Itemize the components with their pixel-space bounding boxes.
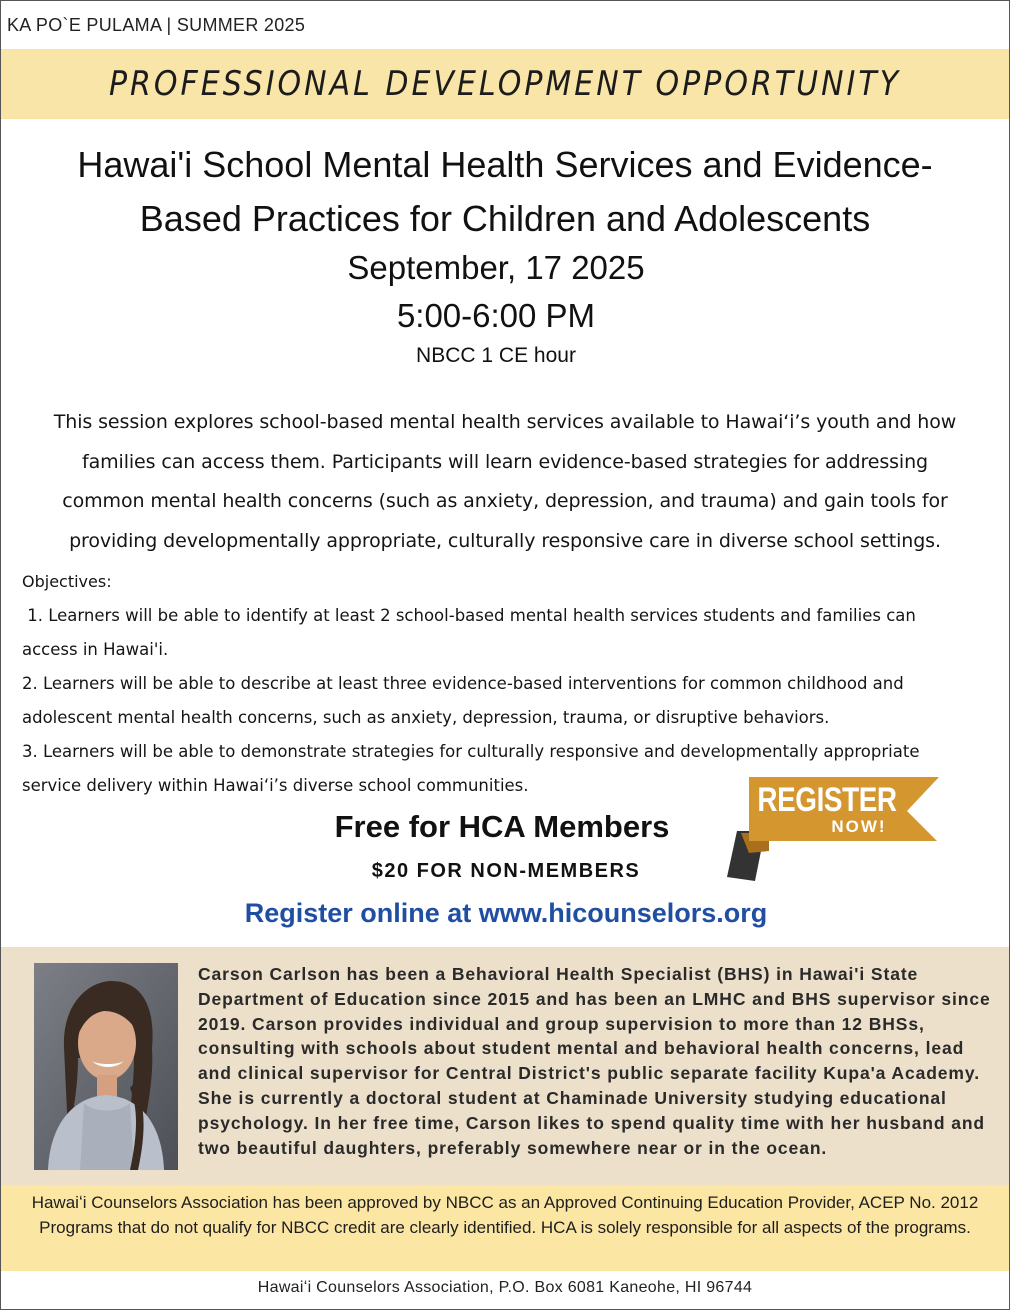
footer-address: Hawaiʻi Counselors Association, P.O. Box 6081 Kaneohe, HI 96744 <box>1 1271 1009 1309</box>
description-line: common mental health concerns (such as anxiety, depression, and trauma) and gain tools for <box>62 490 948 512</box>
objective-line: 3. Learners will be able to demonstrate strategies for culturally responsive and developmentally appropriate <box>22 742 920 761</box>
session-description <box>25 403 985 561</box>
register-label: REGISTER <box>757 781 897 819</box>
register-button-label[interactable] <box>741 781 913 835</box>
register-online-link[interactable]: Register online at www.hicounselors.org <box>244 898 768 928</box>
objective-line: adolescent mental health concerns, such as anxiety, depression, trauma, or disruptive behaviors. <box>22 708 830 727</box>
register-now-label: NOW! <box>831 817 887 836</box>
objective-line: 2. Learners will be able to describe at least three evidence-based interventions for common childhood and <box>22 674 904 693</box>
event-title-line-2: Based Practices for Children and Adolescents <box>139 198 871 239</box>
banner <box>1 49 1009 119</box>
non-member-price: $20 FOR NON-MEMBERS <box>371 860 641 882</box>
ce-credit: NBCC 1 CE hour <box>416 344 576 367</box>
nbcc-approval-notice: Hawaiʻi Counselors Association has been approved by NBCC as an Approved Continuing Education Provider, ACEP No. 2012 Programs that do not qualify for NBCC credit are clearly identified. HCA is solely responsible for all aspects of the programs. <box>1 1185 1009 1271</box>
objective-line: access in Hawai'i. <box>22 640 169 659</box>
event-title-line-1: Hawai'i School Mental Health Services and Evidence- <box>77 144 933 185</box>
event-title <box>1 138 1009 246</box>
description-line: This session explores school-based mental health services available to Hawaiʻi’s youth and how <box>53 411 957 433</box>
newsletter-header: KA PO`E PULAMA | SUMMER 2025 <box>7 14 306 35</box>
objectives-title: Objectives: <box>22 572 112 591</box>
presenter-bio: Carson Carlson has been a Behavioral Health Specialist (BHS) in Hawai'i State Department of Education since 2015 and has been an LMHC and BHS supervisor since 2019. Carson provides individual and group supervision to more than 12 BHSs, consulting with schools about student mental and behavioral health concerns, lead and clinical supervisor for Central District's public separate facility Kupa'a Academy. She is currently a doctoral student at Chaminade University studying educational psychology. In her free time, Carson likes to spend quality time with her husband and two beautiful daughters, preferably somewhere near or in the ocean. <box>198 964 991 1158</box>
description-line: providing developmentally appropriate, culturally responsive care in diverse school settings. <box>69 529 941 552</box>
member-price: Free for HCA Members <box>334 809 670 844</box>
description-line: families can access them. Participants will learn evidence-based strategies for addressing <box>81 450 929 473</box>
event-date: September, 17 2025 <box>347 249 645 286</box>
banner-title: PROFESSIONAL DEVELOPMENT OPPORTUNITY <box>108 64 902 104</box>
objective-line: service delivery within Hawaiʻi’s diverse school communities. <box>22 776 529 795</box>
event-time: 5:00-6:00 PM <box>396 297 596 334</box>
objectives <box>22 565 982 803</box>
presenter-photo <box>34 963 178 1170</box>
objective-line: 1. Learners will be able to identify at least 2 school-based mental health services students and families can <box>22 606 916 625</box>
